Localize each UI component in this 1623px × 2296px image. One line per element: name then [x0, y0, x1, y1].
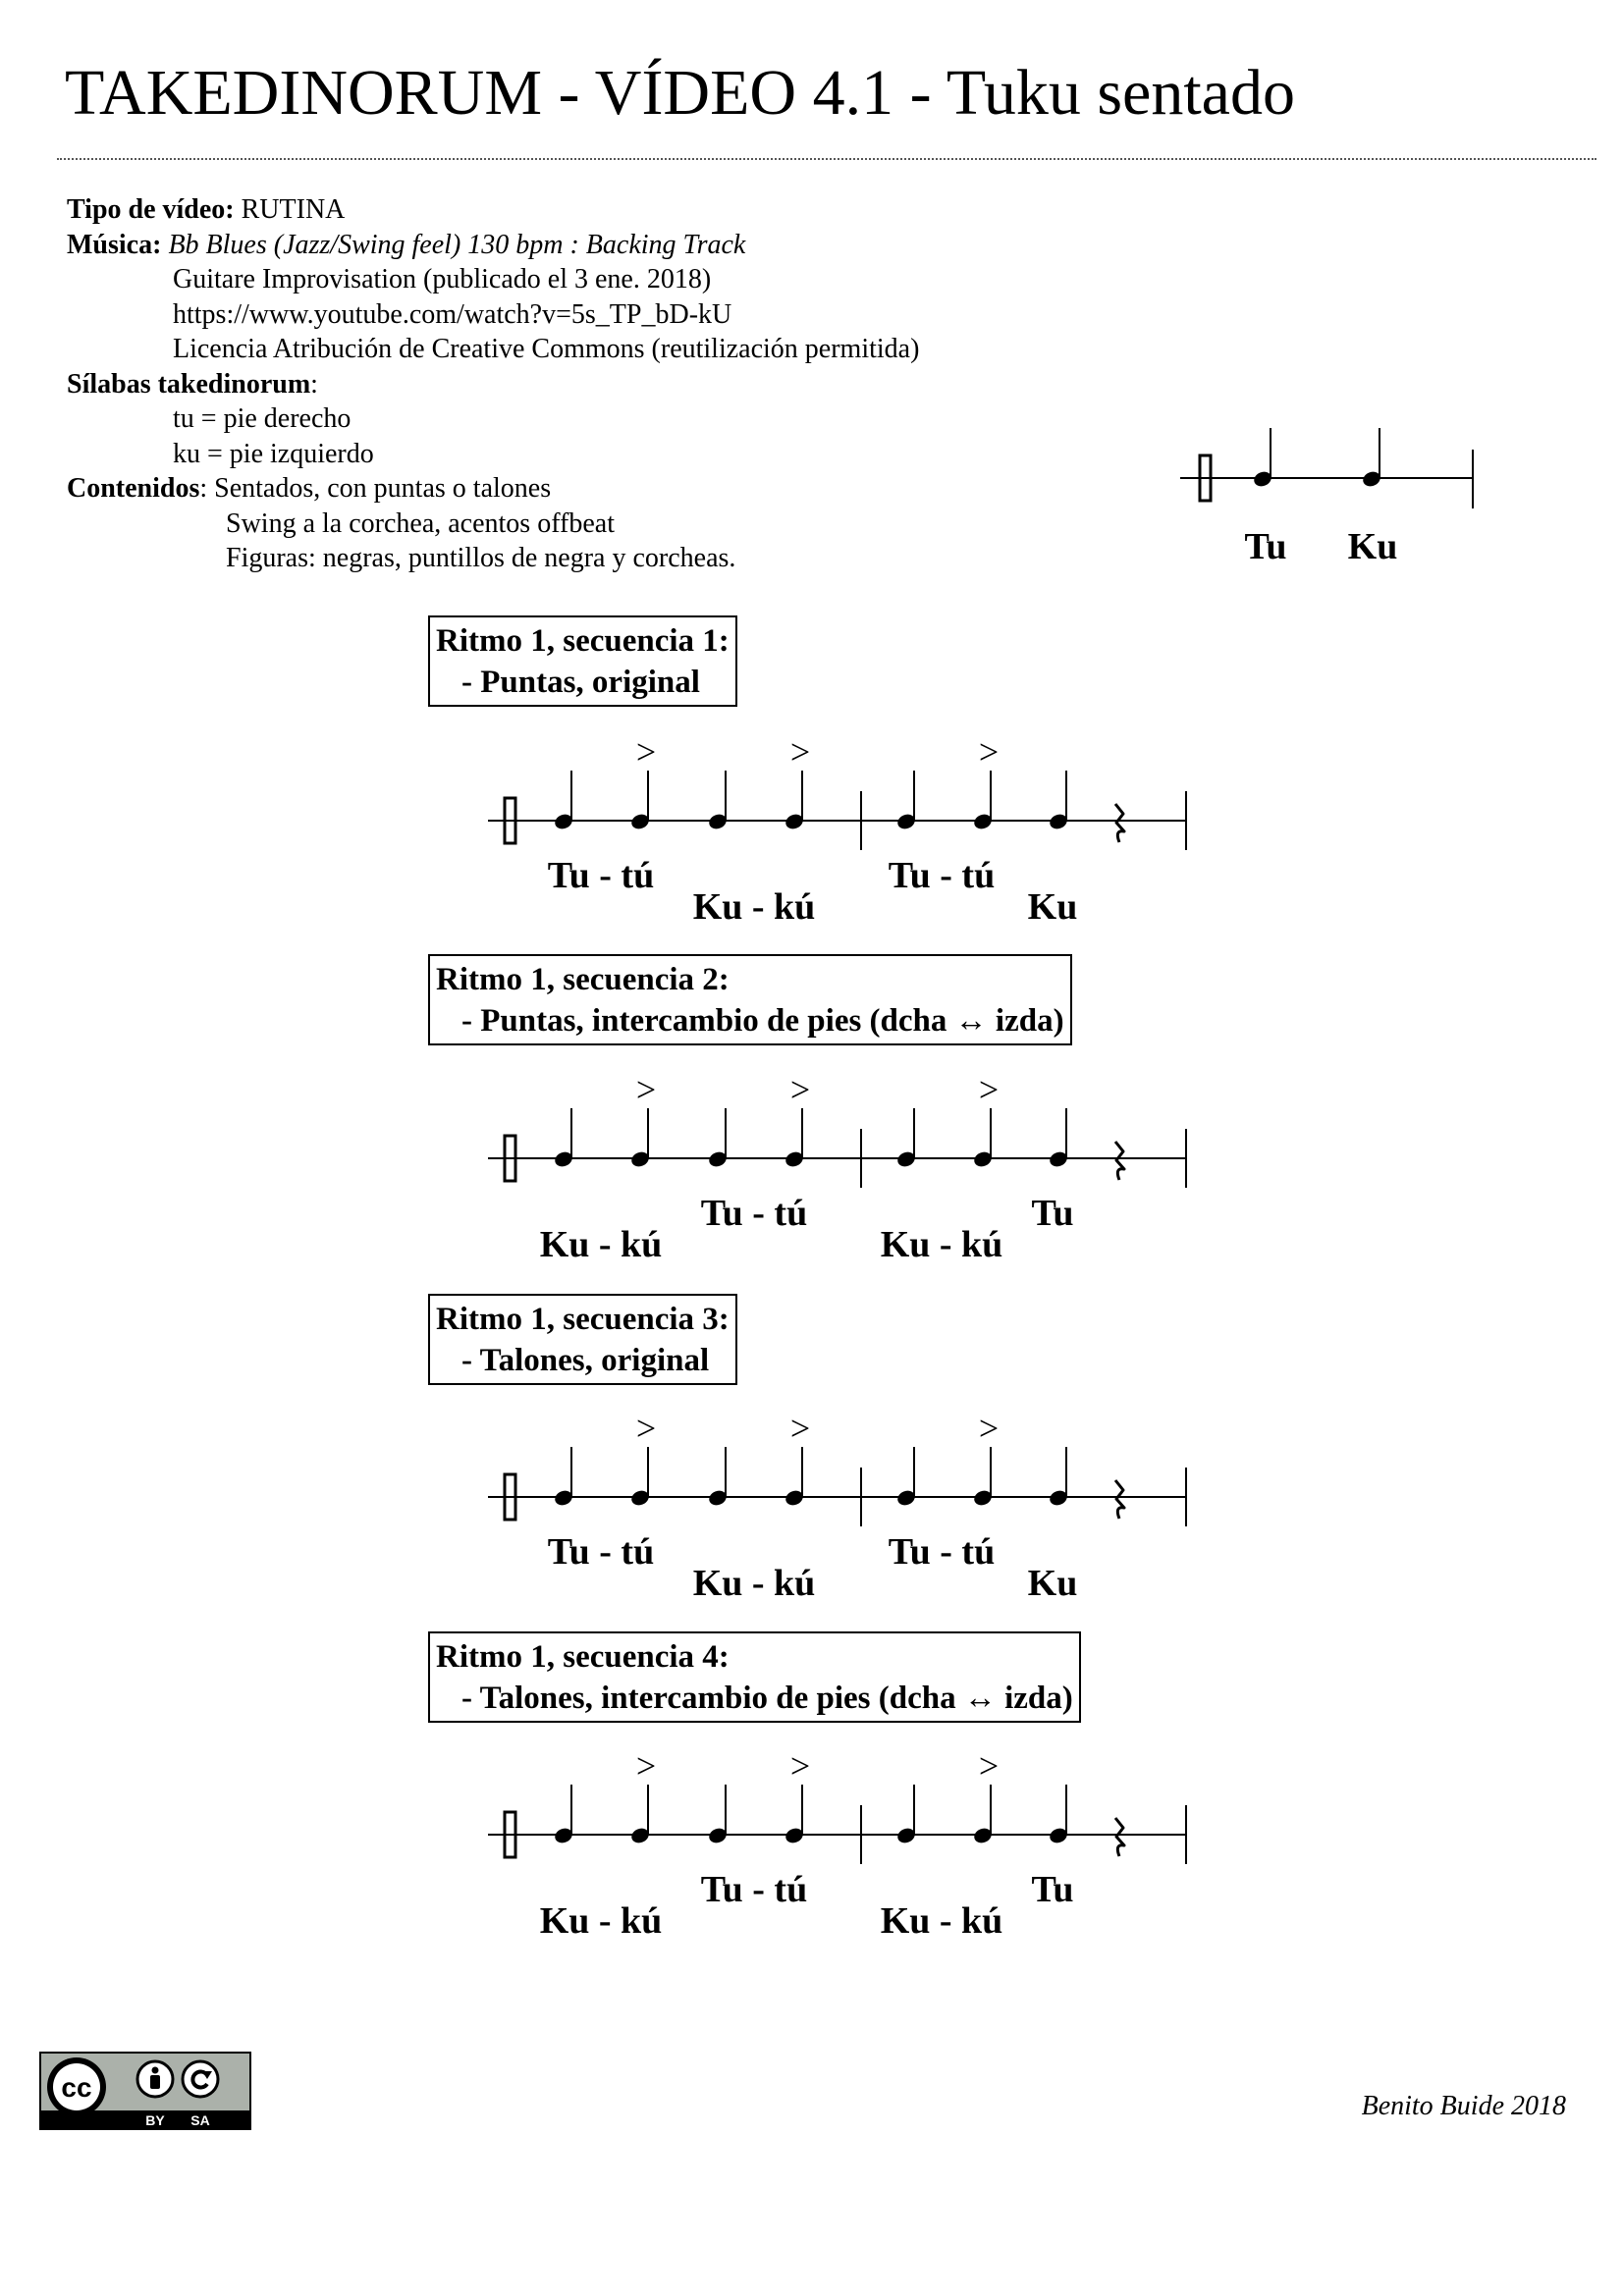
quarter-note	[895, 1108, 917, 1169]
quarter-note	[707, 1108, 729, 1169]
quarter-rest	[1115, 1480, 1124, 1519]
quarter-rest	[1115, 804, 1124, 842]
legend-syllable: Ku	[1347, 526, 1398, 567]
meta-silabas-tu: tu = pie derecho	[173, 403, 352, 434]
attribution-icon	[137, 2061, 173, 2097]
quarter-note	[553, 1785, 574, 1845]
syllable-label: Ku - kú	[539, 1900, 663, 1942]
cc-sa-label: SA	[190, 2112, 210, 2128]
syllable-label: Ku	[1027, 1563, 1078, 1604]
meta-musica-value: Bb Blues (Jazz/Swing feel) 130 bpm : Backing Track	[161, 229, 746, 260]
accent-mark: >	[789, 732, 811, 772]
syllable-label: Ku - kú	[880, 1900, 1003, 1942]
rhythm-staff	[488, 1746, 1186, 1942]
section-heading: Ritmo 1, secuencia 3:	[436, 1302, 730, 1337]
quarter-rest	[1115, 1818, 1124, 1856]
syllable-label: Tu - tú	[700, 1869, 808, 1910]
rhythm-staff	[488, 732, 1186, 928]
accent-mark: >	[978, 1070, 1000, 1109]
syllable-label: Tu - tú	[547, 855, 655, 896]
page-title: TAKEDINORUM - VÍDEO 4.1 - Tuku sentado	[65, 57, 1295, 129]
syllable-label: Tu - tú	[888, 1531, 996, 1573]
meta-musica-url: https://www.youtube.com/watch?v=5s_TP_bD-kU	[173, 298, 732, 330]
quarter-note	[629, 771, 651, 831]
rhythm-staff	[488, 1409, 1186, 1604]
quarter-note	[784, 1108, 805, 1169]
quarter-note	[972, 1447, 994, 1508]
quarter-note	[972, 1108, 994, 1169]
quarter-note	[553, 1108, 574, 1169]
section-subheading: - Talones, intercambio de pies (dcha ↔ izda)	[461, 1681, 1073, 1716]
syllable-label: Ku - kú	[692, 886, 816, 928]
cc-license-badge	[39, 2052, 251, 2130]
quarter-rest	[1115, 1142, 1124, 1180]
syllable-label: Tu - tú	[547, 1531, 655, 1573]
quarter-note	[895, 771, 917, 831]
syllable-label: Tu	[1031, 1193, 1074, 1234]
meta-contenidos-line3: Figuras: negras, puntillos de negra y corcheas.	[226, 543, 736, 573]
meta-silabas-ku: ku = pie izquierdo	[173, 438, 374, 469]
accent-mark: >	[789, 1409, 811, 1448]
accent-mark: >	[978, 732, 1000, 772]
cc-text: cc	[61, 2072, 92, 2103]
syllable-label: Tu	[1031, 1869, 1074, 1910]
legend-syllable: Tu	[1244, 526, 1287, 567]
rhythm-staff	[488, 1070, 1186, 1265]
cc-icon	[47, 2057, 106, 2116]
meta-silabas-colon: :	[310, 368, 318, 400]
accent-mark: >	[635, 1070, 657, 1109]
accent-mark: >	[789, 1746, 811, 1786]
quarter-note	[895, 1447, 917, 1508]
quarter-note	[784, 771, 805, 831]
accent-mark: >	[978, 1409, 1000, 1448]
meta-silabas-label: Sílabas takedinorum	[67, 368, 311, 400]
quarter-note	[784, 1785, 805, 1845]
quarter-note	[784, 1447, 805, 1508]
quarter-note	[1048, 771, 1069, 831]
quarter-note	[895, 1785, 917, 1845]
quarter-note	[707, 771, 729, 831]
section-subheading: - Talones, original	[461, 1343, 710, 1378]
cc-by-label: BY	[145, 2112, 165, 2128]
accent-mark: >	[635, 732, 657, 772]
quarter-note	[1048, 1447, 1069, 1508]
quarter-note	[629, 1447, 651, 1508]
quarter-note	[1048, 1785, 1069, 1845]
accent-mark: >	[635, 1409, 657, 1448]
quarter-note	[972, 771, 994, 831]
quarter-note	[972, 1785, 994, 1845]
quarter-note	[707, 1447, 729, 1508]
syllable-label: Ku	[1027, 886, 1078, 928]
syllable-label: Tu - tú	[888, 855, 996, 896]
meta-contenidos-line2: Swing a la corchea, acentos offbeat	[226, 507, 615, 539]
quarter-note	[1048, 1108, 1069, 1169]
meta-contenidos-value: : Sentados, con puntas o talones	[199, 473, 552, 504]
section-heading: Ritmo 1, secuencia 1:	[436, 623, 730, 659]
meta-musica-line2: Guitare Improvisation (publicado el 3 ene. 2018)	[173, 264, 712, 294]
author-signature: Benito Buide 2018	[1361, 2091, 1566, 2121]
quarter-note	[629, 1108, 651, 1169]
section-subheading: - Puntas, original	[461, 665, 700, 700]
quarter-note	[629, 1785, 651, 1845]
syllable-label: Ku - kú	[539, 1224, 663, 1265]
syllable-label: Ku - kú	[880, 1224, 1003, 1265]
meta-musica-license: Licencia Atribución de Creative Commons (reutilización permitida)	[173, 334, 920, 364]
share-alike-icon	[183, 2061, 218, 2097]
meta-musica-label: Música:	[67, 229, 162, 260]
quarter-note	[553, 771, 574, 831]
accent-mark: >	[789, 1070, 811, 1109]
syllable-label: Ku - kú	[692, 1563, 816, 1604]
meta-contenidos-label: Contenidos	[67, 473, 200, 504]
meta-tipo-label: Tipo de vídeo:	[67, 194, 235, 225]
section-heading: Ritmo 1, secuencia 4:	[436, 1639, 730, 1675]
syllable-label: Tu - tú	[700, 1193, 808, 1234]
quarter-note	[553, 1447, 574, 1508]
section-subheading: - Puntas, intercambio de pies (dcha ↔ izda)	[461, 1003, 1064, 1039]
section-heading: Ritmo 1, secuencia 2:	[436, 962, 730, 997]
meta-tipo-value: RUTINA	[234, 194, 346, 225]
quarter-note	[707, 1785, 729, 1845]
accent-mark: >	[635, 1746, 657, 1786]
accent-mark: >	[978, 1746, 1000, 1786]
